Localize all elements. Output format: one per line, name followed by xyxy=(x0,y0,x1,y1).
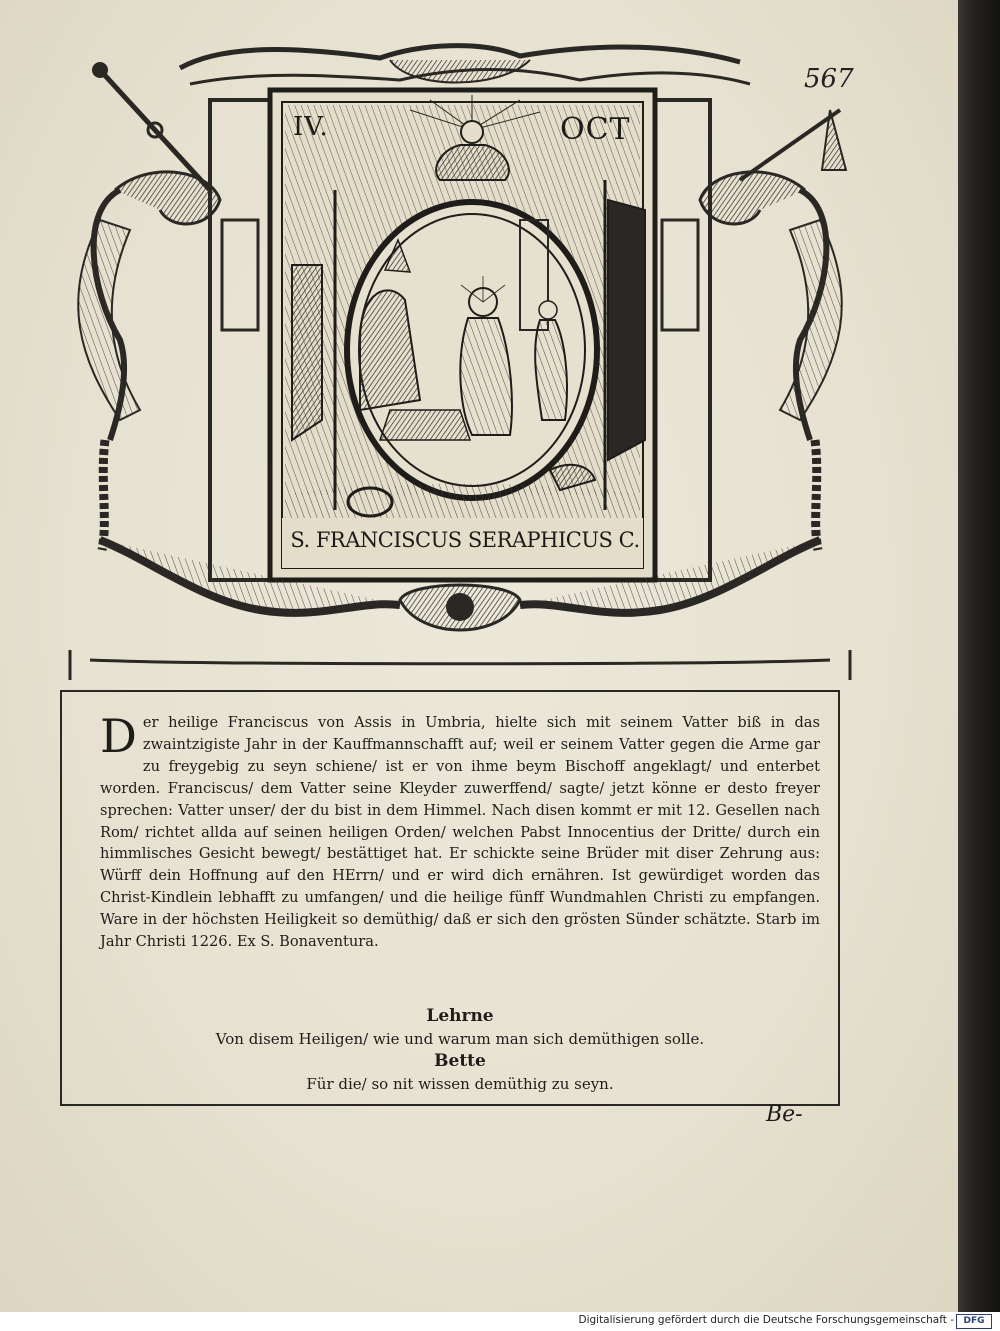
body-paragraph xyxy=(100,709,820,953)
drop-cap: D xyxy=(100,709,137,763)
plate-day: IV. xyxy=(293,112,329,142)
catchword: Be- xyxy=(766,1102,803,1127)
lehrne-text: Von disem Heiligen/ wie und warum man sich demüthigen solle. xyxy=(215,1030,705,1048)
footer-credit: Digitalisierung gefördert durch die Deutsche Forschungsgemeinschaft - xyxy=(578,1314,954,1326)
lehrne-heading: Lehrne xyxy=(426,1006,494,1026)
plate-month: OCT xyxy=(560,112,631,147)
page-number: 567 xyxy=(804,64,854,94)
bette-text: Für die/ so nit wissen demüthig zu seyn. xyxy=(306,1075,614,1093)
dfg-logo-icon: DFG xyxy=(956,1314,992,1329)
book-edge xyxy=(958,0,1000,1312)
body-text: er heilige Franciscus von Assis in Umbria, hielte sich mit seinem Vatter biß in das zwaintzigiste Jahr in der Kauffmannschafft auf; weil er seinem Vatter gegen die Arme gar zu freygebig zu seyn schiene/ ist er von ihme beym Bischoff angeklagt/ und enterbet worden. Franciscus/ dem Vatter seine Kleyder zuwerffend/ sagte/ jetzt könne er desto freyer sprechen: Vatter unser/ der du bist in dem Himmel. Nach disen kommt er mit 12. Gesellen nach Rom/ richtet allda auf seinen heiligen Orden/ welchen Pabst Innocentius der Dritte/ durch ein himmlisches Gesicht bewegt/ bestättiget hat. Er schickte seine Brüder mit diser Zehrung aus: Würff dein Hoffnung auf den HErrn/ und er wird dich ernähren. Ist gewürdiget worden das Christ-Kindlein lebhafft zu umfangen/ und die heilige fünff Wundmahlen Christi zu empfangen. Ware in der höchsten Heiligkeit so demüthig/ daß er sich den grösten Sünder schätzte. Starb im Jahr Christi 1226. Ex S. Bonaventura. xyxy=(100,714,820,951)
bette-heading: Bette xyxy=(434,1051,486,1071)
plate-caption: S. FRANCISCUS SERAPHICUS C. xyxy=(290,528,640,552)
engraving-illustration xyxy=(60,40,860,680)
